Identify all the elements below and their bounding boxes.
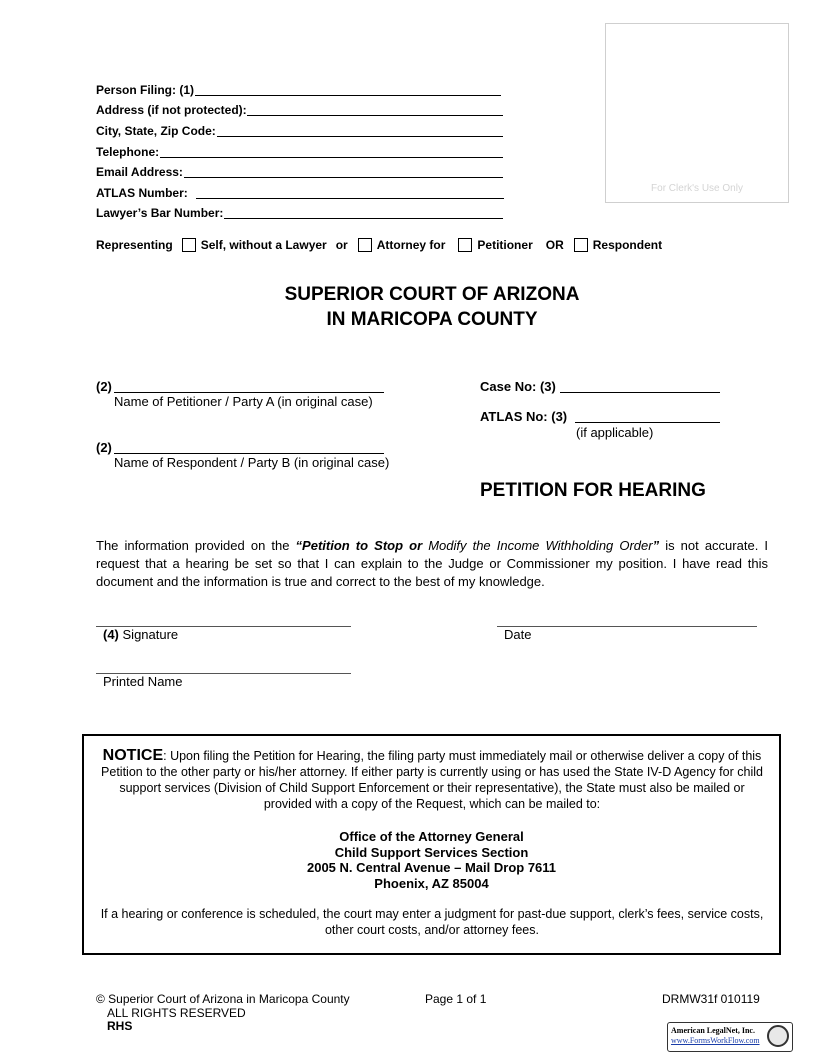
petition-title: PETITION FOR HEARING: [480, 480, 706, 501]
city-state-zip-label: City, State, Zip Code:: [96, 124, 216, 138]
notice-footer: If a hearing or conference is scheduled, the court may enter a judgment for past-due support, clerk’s fees, service costs, other court costs, and/or attorney fees.: [100, 907, 764, 937]
attorney-label: Attorney for: [376, 238, 446, 252]
telephone-line[interactable]: [160, 157, 503, 158]
logo-name: American LegalNet, Inc.: [671, 1026, 755, 1035]
logo-emblem-icon: [767, 1025, 789, 1047]
respondent-name-line[interactable]: [114, 453, 384, 454]
clerk-use-label: For Clerk's Use Only: [651, 183, 743, 194]
court-name: SUPERIOR COURT OF ARIZONA: [284, 284, 580, 305]
page-number: Page 1 of 1: [425, 992, 487, 1006]
bar-number-label: Lawyer’s Bar Number:: [96, 206, 224, 220]
court-county: IN MARICOPA COUNTY: [326, 309, 538, 330]
notice-box: [82, 734, 781, 955]
representing-row: [96, 238, 662, 252]
if-applicable-label: (if applicable): [576, 425, 654, 440]
body-part-1: The information provided on the: [96, 538, 296, 553]
body-quote-close: ”: [652, 538, 660, 553]
email-label: Email Address:: [96, 165, 183, 179]
respondent-label: Respondent: [592, 238, 663, 252]
petitioner-sub-label: Name of Petitioner / Party A (in original case): [114, 394, 373, 409]
body-quote-italic: Modify the Income Withholding Order: [428, 538, 653, 553]
telephone-label: Telephone:: [96, 145, 160, 159]
copyright-text: © Superior Court of Arizona in Maricopa County: [96, 992, 350, 1006]
logo-url[interactable]: www.FormsWorkFlow.com: [671, 1036, 760, 1045]
respondent-sub-label: Name of Respondent / Party B (in original case): [114, 455, 390, 470]
bar-number-line[interactable]: [224, 218, 503, 219]
or-label-2: OR: [545, 238, 564, 252]
date-line[interactable]: [497, 626, 757, 627]
address-line[interactable]: [247, 115, 503, 116]
address-line-3: 2005 N. Central Avenue – Mail Drop 7611: [306, 860, 557, 875]
address-label: Address (if not protected):: [96, 103, 247, 117]
body-part-2: is not accurate. I request that a hearing be set so that I can explain to the Judge or Commissioner my position. I have read this document and the information is true and correct to the best of my knowledge.: [96, 538, 769, 589]
self-checkbox[interactable]: [182, 238, 196, 252]
person-filing-line[interactable]: [195, 95, 501, 96]
petitioner-checkbox[interactable]: [458, 238, 472, 252]
signature-label: [103, 627, 178, 642]
case-no-line[interactable]: [560, 392, 720, 393]
address-line-2: Child Support Services Section: [334, 844, 529, 860]
clerk-use-box: [605, 23, 789, 203]
printed-name-label: Printed Name: [103, 674, 183, 689]
attorney-checkbox[interactable]: [358, 238, 372, 252]
atlas-number-line[interactable]: [196, 198, 504, 199]
notice-body: : Upon filing the Petition for Hearing, the filing party must immediately mail or otherwise deliver a copy of this Petition to the other party or his/her attorney. If either party is currently using or has used the State IV-D Agency for child support services (Division of Child Support Enforcement or their representative), the State must also be mailed or provided with a copy of the Request, which can be mailed to:: [101, 749, 763, 811]
signature-num: (4): [103, 627, 119, 642]
atlas-number-label: ATLAS Number:: [96, 186, 188, 200]
legalnet-logo[interactable]: [667, 1022, 793, 1052]
notice-heading: NOTICE: [102, 747, 164, 764]
atlas-no-label: ATLAS No: (3): [480, 409, 568, 424]
petitioner-name-line[interactable]: [114, 392, 384, 393]
body-quote-bold: “Petition to Stop or: [295, 538, 429, 553]
respondent-checkbox[interactable]: [574, 238, 588, 252]
signature-text: Signature: [122, 627, 179, 642]
respondent-num: (2): [96, 440, 112, 455]
notice-address: [84, 829, 779, 891]
form-code: RHS: [107, 1019, 133, 1033]
form-id: DRMW31f 010119: [662, 992, 760, 1006]
date-label: Date: [504, 627, 532, 642]
address-line-1: Office of the Attorney General: [339, 829, 524, 844]
petitioner-num: (2): [96, 379, 112, 394]
atlas-no-line[interactable]: [575, 422, 720, 423]
address-line-4: Phoenix, AZ 85004: [374, 875, 489, 891]
case-no-label: Case No: (3): [480, 379, 556, 394]
email-line[interactable]: [184, 177, 503, 178]
city-state-zip-line[interactable]: [217, 136, 503, 137]
person-filing-label: Person Filing: (1): [96, 83, 195, 97]
petitioner-label: Petitioner: [477, 238, 533, 252]
body-paragraph: [96, 537, 768, 591]
or-label: or: [335, 238, 348, 252]
self-label: Self, without a Lawyer: [200, 238, 327, 252]
notice-text: [98, 748, 766, 812]
representing-label: Representing: [96, 238, 173, 252]
rights-text: ALL RIGHTS RESERVED: [107, 1006, 246, 1020]
